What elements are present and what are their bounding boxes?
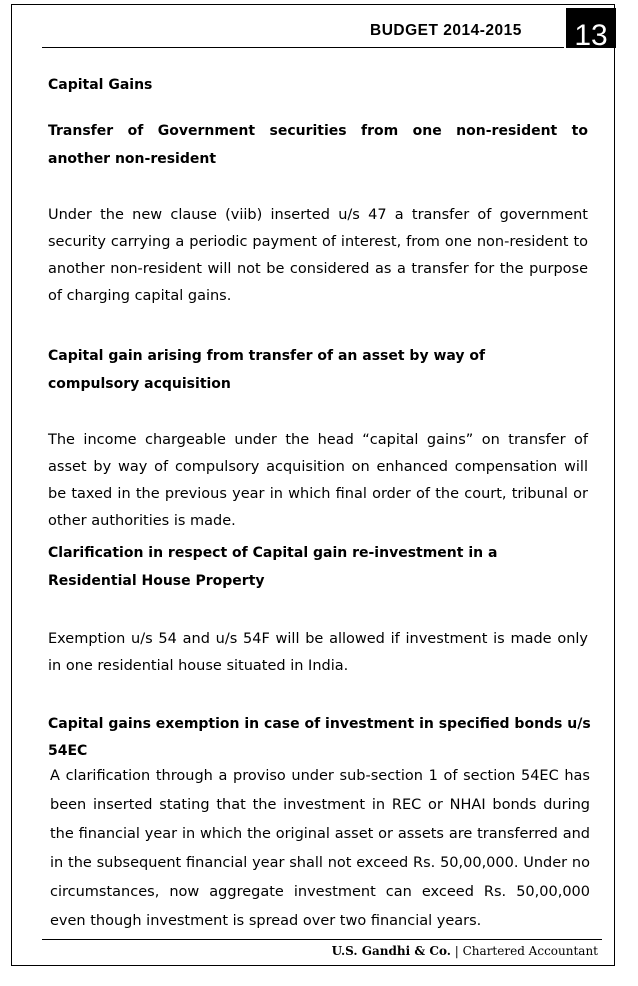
footer-separator: | <box>454 944 459 958</box>
page-number: 13 <box>566 8 616 48</box>
footer-rule <box>42 939 602 940</box>
body-compulsory-acquisition: The income chargeable under the head “capital gains” on transfer of asset by way of compulsory acquisition on enhanced compensation will be taxed in the previous year in which final order of the court, tribunal or other authorities is made. <box>48 432 588 529</box>
body-govt-securities: Under the new clause (viib) inserted u/s 47 a transfer of government security carrying a periodic payment of interest, from one non-resident to another non-resident will not be considered as a transfer for the purpose of charging capital gains. <box>48 207 588 304</box>
heading-govt-securities: Transfer of Government securities from one non-resident to another non-resident <box>48 123 588 167</box>
heading-54ec-bonds: Capital gains exemption in case of investment in specified bonds u/s 54EC <box>48 716 591 759</box>
body-residential-house: Exemption u/s 54 and u/s 54F will be allowed if investment is made only in one residential house situated in India. <box>48 631 588 674</box>
footer-role: Chartered Accountant <box>462 944 598 958</box>
header-rule <box>42 47 564 48</box>
footer-firm: U.S. Gandhi & Co. <box>331 944 451 958</box>
header-title: BUDGET 2014-2015 <box>370 22 522 39</box>
footer <box>332 944 598 958</box>
heading-compulsory-acquisition: Capital gain arising from transfer of an asset by way of compulsory acquisition <box>48 348 486 392</box>
heading-residential-house: Clarification in respect of Capital gain re-investment in a Residential House Property <box>48 545 498 589</box>
section-title: Capital Gains <box>48 77 153 93</box>
body-54ec-bonds: A clarification through a proviso under sub-section 1 of section 54EC has been inserted stating that the investment in REC or NHAI bonds during the financial year in which the original asset or assets are transferred and in the subsequent financial year shall not exceed Rs. 50,00,000. Under no circumstances, now aggregate investment can exceed Rs. 50,00,000 even though investment is spread over two financial years. <box>50 768 590 929</box>
